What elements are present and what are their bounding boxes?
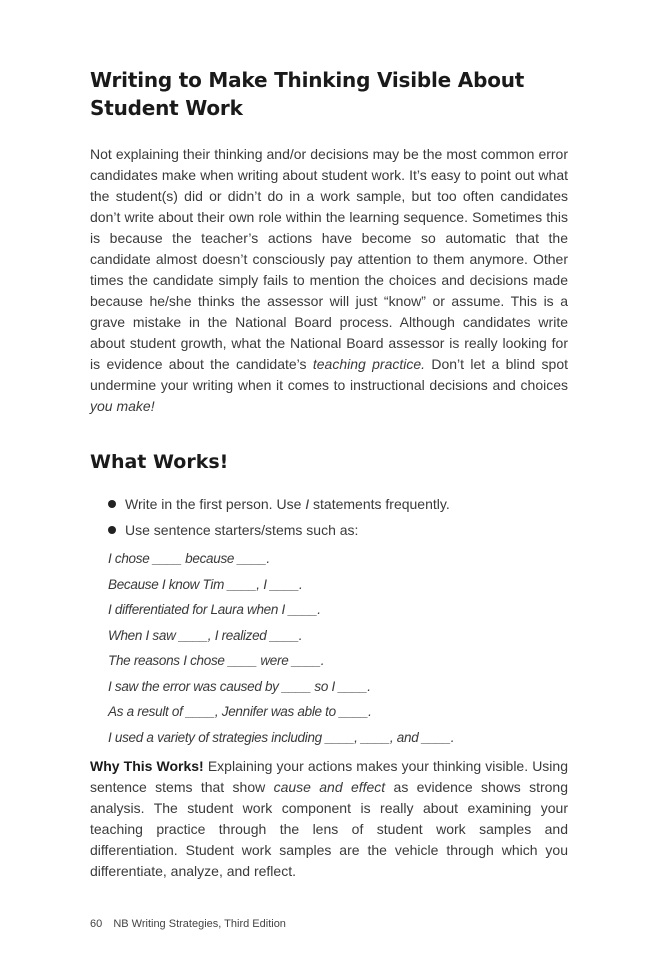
bullet-item-first-person xyxy=(108,491,568,517)
bullet-text: Use sentence starters/stems such as: xyxy=(125,522,359,538)
sentence-stem: I saw the error was caused by ____ so I ____. xyxy=(108,678,371,694)
why-this-works-paragraph xyxy=(90,756,568,882)
sentence-stem: I differentiated for Laura when I ____. xyxy=(108,602,321,617)
page-content xyxy=(90,66,568,882)
why-this-works-label: Why This Works! xyxy=(90,758,204,774)
sentence-stem: As a result of ____, Jennifer was able to ____. xyxy=(108,704,372,719)
sentence-stem: When I saw ____, I realized ____. xyxy=(108,627,303,643)
bullet-item-sentence-stems xyxy=(108,517,568,543)
sentence-stem: I used a variety of strategies including ____, ____, and ____. xyxy=(108,729,455,745)
section-heading-what-works: What Works! xyxy=(90,451,229,473)
intro-paragraph xyxy=(90,144,568,417)
book-title: NB Writing Strategies, Third Edition xyxy=(113,918,286,930)
bullet-dot-icon xyxy=(108,526,116,534)
page-footer xyxy=(90,918,286,930)
sentence-stem: Because I know Tim ____, I ____. xyxy=(108,576,303,592)
sentence-stem-list xyxy=(108,546,568,750)
intro-italic-2: you make! xyxy=(90,398,155,414)
page-title: Writing to Make Thinking Visible About Student Work xyxy=(90,68,525,120)
bullet-text-before: Write in the first person. Use xyxy=(125,496,306,512)
why-italic: cause and effect xyxy=(273,779,386,795)
bullet-text-italic: I xyxy=(305,496,310,512)
why-text-1: Explaining your actions makes your thinking visible. Using sentence stems that show xyxy=(90,758,568,795)
sentence-stem: I chose ____ because ____. xyxy=(108,551,270,566)
what-works-list xyxy=(90,491,568,543)
bullet-dot-icon xyxy=(108,500,116,508)
bullet-text-after: statements frequently. xyxy=(309,496,450,512)
intro-italic-1: teaching practice. xyxy=(312,356,426,372)
intro-text-1: Not explaining their thinking and/or decisions may be the most common error candidates make when writing about student work. It’s easy to point out what the student(s) did or didn’t do in a work sample, but too often candidates don’t write about their own role within the learning sequence. Sometimes this is because the teacher’s actions have become so automatic that the candidate almost doesn’t consciously pay attention to them anymore. Other times the candidate simply fails to mention the choices and decisions made because he/she thinks the assessor will just “know” or assume. This is a grave mistake in the National Board process. Although candidates write about student growth, what the National Board assessor is really looking for is evidence about the candidate’s xyxy=(90,146,568,372)
intro-text-2: Don’t let a blind spot undermine your writing when it comes to instructional decisions and choices xyxy=(90,356,568,393)
page-number: 60 xyxy=(90,918,103,930)
sentence-stem: The reasons I chose ____ were ____. xyxy=(108,653,325,668)
why-text-2: as evidence shows strong analysis. The student work component is really about examining your teaching practice through the lens of student work samples and differentiation. Student work samples are the vehicle through which you differentiate, analyze, and reflect. xyxy=(90,779,568,879)
